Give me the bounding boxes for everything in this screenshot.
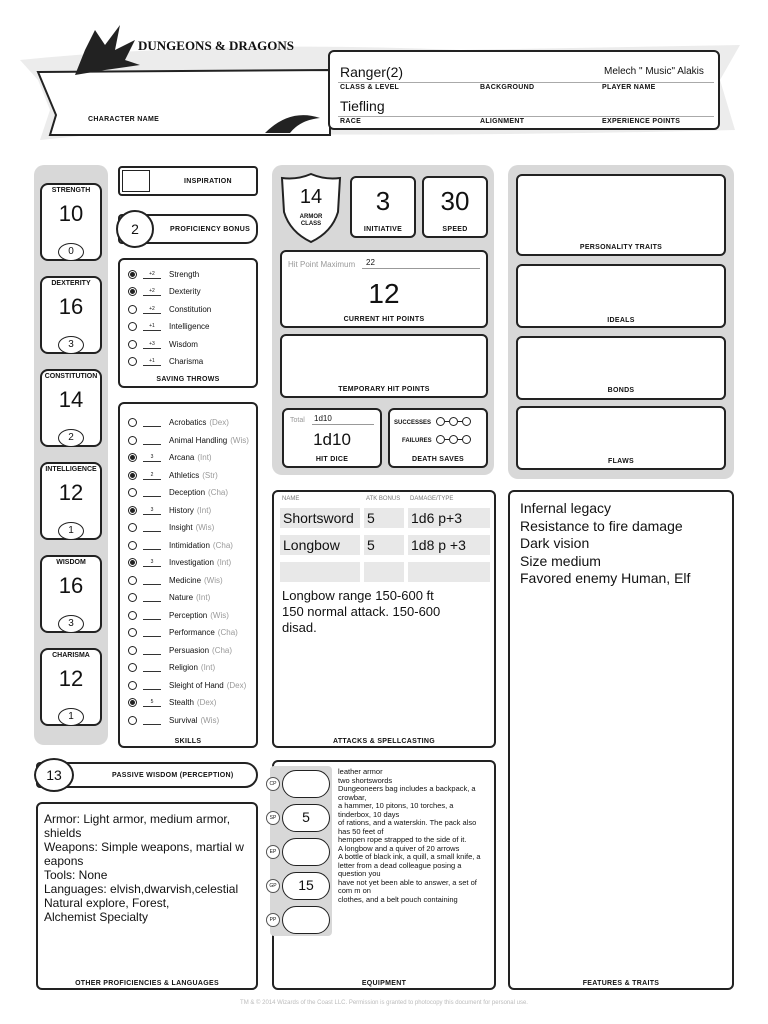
- skill-name: Athletics: [169, 470, 200, 480]
- passive-wisdom-label: PASSIVE WISDOM (PERCEPTION): [112, 772, 234, 779]
- skill-mod[interactable]: 3: [143, 506, 161, 515]
- saving-throw-mod[interactable]: +1: [143, 357, 161, 366]
- skill-ability: (Wis): [200, 715, 220, 725]
- ability-modifier[interactable]: 1: [58, 522, 84, 540]
- skill-row: [128, 589, 210, 606]
- ability-modifier[interactable]: 0: [58, 243, 84, 261]
- skill-mod[interactable]: [143, 488, 161, 497]
- personality-traits-box[interactable]: [516, 174, 726, 256]
- skill-ability: (Str): [202, 470, 218, 480]
- header: [20, 20, 750, 150]
- ability-modifier[interactable]: 3: [58, 336, 84, 354]
- bonds-label: BONDS: [607, 387, 635, 394]
- skill-name: Religion: [169, 663, 198, 672]
- skill-name: Investigation: [169, 558, 214, 567]
- coin-tag: PP: [266, 913, 280, 927]
- hit-dice-value[interactable]: 1d10: [313, 430, 351, 449]
- attack-damage[interactable]: 1d8 p +3: [408, 535, 490, 555]
- attack-name[interactable]: [280, 562, 360, 582]
- footer-copyright: TM & © 2014 Wizards of the Coast LLC. Permission is granted to photocopy this document for personal use.: [240, 1000, 528, 1006]
- saving-throw-row: [128, 336, 198, 353]
- hit-dice-box: [282, 408, 382, 468]
- skill-mod[interactable]: [143, 646, 161, 655]
- proficiencies-box: [36, 802, 258, 990]
- skill-row: [128, 607, 229, 624]
- skill-ability: (Dex): [196, 698, 217, 707]
- saving-throw-mod[interactable]: +3: [143, 340, 161, 349]
- failure-checkbox[interactable]: [462, 435, 471, 444]
- skill-name: Deception: [169, 488, 206, 497]
- race-label: RACE: [340, 118, 362, 125]
- ability-constitution: [40, 369, 102, 455]
- saving-throw-row: [128, 266, 199, 283]
- failure-checkboxes[interactable]: [436, 435, 480, 444]
- proficiencies-text[interactable]: Armor: Light armor, medium armor, shields Weapons: Simple weapons, martial w eapons Tools: None Languages: elvish,dwarvish,celestial Natural explore, Forest, Alchemist Specialty: [44, 812, 244, 924]
- hp-max-line: [362, 268, 480, 269]
- bonds-box[interactable]: [516, 336, 726, 400]
- skill-name: Stealth: [169, 698, 194, 707]
- skill-proficiency-checkbox[interactable]: [128, 611, 137, 620]
- attack-damage[interactable]: 1d6 p+3: [408, 508, 490, 528]
- skill-proficiency-checkbox[interactable]: [128, 698, 137, 707]
- ability-name: DEXTERITY: [51, 280, 91, 287]
- ability-name: CHARISMA: [52, 652, 90, 659]
- skill-mod[interactable]: 5: [143, 698, 161, 707]
- skill-proficiency-checkbox[interactable]: [128, 663, 137, 672]
- hp-max-value[interactable]: 22: [366, 258, 375, 267]
- attack-bonus[interactable]: 5: [364, 508, 404, 528]
- features-label: FEATURES & TRAITS: [582, 980, 660, 987]
- saving-throw-name: Strength: [169, 270, 200, 279]
- skill-ability: (Wis): [204, 575, 223, 585]
- skill-mod[interactable]: 2: [143, 471, 161, 480]
- failure-checkbox[interactable]: [449, 435, 458, 444]
- skill-mod[interactable]: [143, 681, 161, 690]
- attack-name[interactable]: Shortsword: [280, 508, 360, 528]
- skill-mod[interactable]: [143, 593, 161, 602]
- dragon-logo-icon: [65, 20, 145, 80]
- skill-mod[interactable]: [143, 418, 161, 427]
- skill-mod[interactable]: [143, 663, 161, 672]
- skill-ability: (Int): [196, 505, 212, 515]
- hit-dice-total-line: [312, 424, 374, 425]
- skill-proficiency-checkbox[interactable]: [128, 681, 137, 690]
- attacks-box: [272, 490, 496, 748]
- attack-damage[interactable]: [408, 562, 490, 582]
- skill-mod[interactable]: [143, 523, 161, 532]
- proficiency-checkbox[interactable]: [128, 322, 137, 331]
- skill-mod[interactable]: [143, 541, 161, 550]
- success-checkboxes[interactable]: [436, 417, 480, 426]
- skill-mod[interactable]: 3: [143, 558, 161, 567]
- saving-throws-box: [118, 258, 258, 388]
- hp-max-label: Hit Point Maximum: [288, 260, 356, 269]
- xp-label: EXPERIENCE POINTS: [602, 118, 681, 125]
- temp-hp-label: TEMPORARY HIT POINTS: [338, 386, 430, 393]
- speed-value[interactable]: 30: [440, 186, 470, 216]
- skill-proficiency-checkbox[interactable]: [128, 716, 137, 725]
- attack-bonus[interactable]: [364, 562, 404, 582]
- saving-throw-row: [128, 353, 203, 370]
- skill-row: [128, 624, 238, 641]
- flaws-box[interactable]: [516, 406, 726, 470]
- skill-row: [128, 712, 219, 729]
- speed-box: [422, 176, 488, 238]
- ability-score[interactable]: 12: [58, 480, 84, 505]
- attack-col-damage: DAMAGE/TYPE: [410, 496, 454, 502]
- skill-row: [128, 677, 246, 694]
- skill-row: [128, 694, 216, 711]
- skill-row: [128, 414, 229, 431]
- player-name-value[interactable]: Melech " Music" Alakis: [604, 66, 704, 77]
- success-checkbox[interactable]: [449, 417, 458, 426]
- proficiency-checkbox[interactable]: [128, 270, 137, 279]
- skill-ability: (Wis): [210, 610, 229, 620]
- ability-intelligence: [40, 462, 102, 548]
- race-value[interactable]: Tiefling: [340, 98, 385, 114]
- coin-pp-field[interactable]: [282, 906, 330, 934]
- equipment-label: EQUIPMENT: [361, 980, 407, 987]
- successes-label: SUCCESSES: [394, 420, 432, 426]
- saving-throw-row: [128, 283, 201, 300]
- initiative-value[interactable]: 3: [375, 186, 391, 216]
- death-saves-box: [388, 408, 488, 468]
- proficiency-bonus-label: PROFICIENCY BONUS: [170, 226, 251, 233]
- header-line-1: [338, 82, 714, 83]
- skill-proficiency-checkbox[interactable]: [128, 453, 137, 462]
- ability-strength: [40, 183, 102, 269]
- skill-proficiency-checkbox[interactable]: [128, 593, 137, 602]
- skill-row: [128, 449, 212, 466]
- ability-charisma: [40, 648, 102, 734]
- saving-throw-name: Charisma: [169, 357, 204, 366]
- skill-name: Medicine: [169, 575, 202, 585]
- ability-name: CONSTITUTION: [44, 373, 98, 380]
- saving-throw-name: Dexterity: [169, 287, 201, 297]
- skill-name: Insight: [169, 523, 193, 532]
- skill-name: Acrobatics: [169, 418, 207, 427]
- ability-score[interactable]: 16: [58, 573, 84, 598]
- logo-text: DUNGEONS & DRAGONS: [138, 38, 295, 53]
- skill-ability: (Dex): [209, 418, 229, 427]
- hit-dice-total-label: Total: [290, 417, 305, 424]
- coin-tag: EP: [266, 845, 280, 859]
- coin-cp-field[interactable]: [282, 770, 330, 798]
- coin-tag: SP: [266, 811, 280, 825]
- skill-name: Animal Handling: [169, 435, 228, 445]
- inspiration-field[interactable]: [122, 170, 150, 192]
- failure-checkbox[interactable]: [436, 435, 445, 444]
- skill-name: Sleight of Hand: [169, 680, 224, 690]
- skill-ability: (Int): [196, 593, 211, 602]
- skill-name: Nature: [169, 593, 194, 602]
- ability-modifier[interactable]: 2: [58, 429, 84, 447]
- skill-name: Perception: [169, 610, 208, 620]
- skill-proficiency-checkbox[interactable]: [128, 471, 137, 480]
- skill-ability: (Int): [200, 663, 216, 672]
- skill-name: Arcana: [169, 453, 195, 462]
- skill-ability: (Wis): [195, 523, 215, 532]
- speed-label: SPEED: [442, 226, 468, 233]
- header-line-2: [338, 116, 714, 117]
- armor-class-value[interactable]: 14: [299, 186, 323, 208]
- ideals-label: IDEALS: [607, 317, 635, 324]
- inspiration-label: INSPIRATION: [184, 178, 232, 185]
- coin-tag: CP: [266, 777, 280, 791]
- skill-mod[interactable]: [143, 628, 161, 637]
- proficiencies-label: OTHER PROFICIENCIES & LANGUAGES: [75, 980, 219, 987]
- temp-hp-box: [280, 334, 488, 398]
- saving-throw-mod[interactable]: +2: [143, 287, 161, 296]
- proficiency-bonus-value[interactable]: 2: [116, 210, 154, 248]
- skill-mod[interactable]: 3: [143, 453, 161, 462]
- skill-ability: (Dex): [226, 680, 247, 690]
- attack-col-name: NAME: [282, 496, 300, 502]
- saving-throw-row: [128, 318, 209, 335]
- skill-mod[interactable]: [143, 576, 161, 585]
- attacks-label: ATTACKS & SPELLCASTING: [332, 738, 435, 745]
- player-name-label: PLAYER NAME: [602, 84, 656, 91]
- skill-name: Performance: [169, 628, 215, 637]
- attack-name[interactable]: Longbow: [280, 535, 360, 555]
- skill-name: Survival: [169, 715, 198, 725]
- skill-ability: (Int): [216, 558, 232, 567]
- hit-dice-label: HIT DICE: [315, 456, 349, 463]
- ability-score[interactable]: 10: [58, 201, 84, 226]
- current-hp-value[interactable]: 12: [368, 278, 400, 309]
- skill-row: [128, 572, 223, 589]
- proficiency-checkbox[interactable]: [128, 340, 137, 349]
- skill-row: [128, 642, 232, 659]
- skill-row: [128, 467, 218, 484]
- skill-mod[interactable]: [143, 611, 161, 620]
- ability-score[interactable]: 12: [58, 666, 84, 691]
- class-level-value[interactable]: Ranger(2): [340, 64, 404, 80]
- ability-name: WISDOM: [56, 559, 86, 566]
- skill-row: [128, 484, 228, 501]
- ability-score[interactable]: 16: [58, 294, 84, 319]
- skill-name: Intimidation: [169, 540, 210, 550]
- skill-mod[interactable]: [143, 436, 161, 445]
- ability-wisdom: [40, 555, 102, 641]
- inspiration-box: [118, 166, 258, 196]
- initiative-box: [350, 176, 416, 238]
- proficiency-checkbox[interactable]: [128, 287, 137, 296]
- skill-row: [128, 537, 233, 554]
- skill-ability: (Int): [197, 453, 212, 462]
- skill-row: [128, 554, 231, 571]
- features-box: [508, 490, 734, 990]
- character-name-label: CHARACTER NAME: [88, 116, 160, 123]
- initiative-label: INITIATIVE: [363, 226, 403, 233]
- skill-row: [128, 519, 214, 536]
- current-hp-label: CURRENT HIT POINTS: [343, 316, 425, 323]
- skill-name: Persuasion: [169, 645, 210, 655]
- success-checkbox[interactable]: [436, 417, 445, 426]
- skill-mod[interactable]: [143, 716, 161, 725]
- skill-proficiency-checkbox[interactable]: [128, 628, 137, 637]
- saving-throws-label: SAVING THROWS: [156, 376, 220, 383]
- success-checkbox[interactable]: [462, 417, 471, 426]
- passive-wisdom-value[interactable]: 13: [34, 758, 74, 792]
- skill-proficiency-checkbox[interactable]: [128, 576, 137, 585]
- skills-box: [118, 402, 258, 748]
- attack-col-bonus: ATK BONUS: [366, 496, 401, 502]
- saving-throw-mod[interactable]: +2: [143, 270, 161, 279]
- skill-proficiency-checkbox[interactable]: [128, 523, 137, 532]
- saving-throw-mod[interactable]: +1: [143, 322, 161, 331]
- ability-modifier[interactable]: 1: [58, 708, 84, 726]
- ability-modifier[interactable]: 3: [58, 615, 84, 633]
- coin-tag: GP: [266, 879, 280, 893]
- saving-throw-name: Constitution: [169, 304, 212, 314]
- equipment-text[interactable]: leather armor two shortswords Dungeoneers bag includes a backpack, a crowbar, a hammer, 10 pitons, 10 torches, a tinderbox, 10 days of rations, and a waterskin. The pack also has 50 feet of hempen rope strapped to the side of it. A longbow and a quiver of 20 arrows A bottle of black ink, a quill, a small knife, a letter from a dead colleague posing a question you have not yet been able to answer, a set of com m on clothes, and a belt pouch containing: [338, 767, 481, 904]
- ability-dexterity: [40, 276, 102, 362]
- skill-proficiency-checkbox[interactable]: [128, 418, 137, 427]
- ideals-box[interactable]: [516, 264, 726, 328]
- alignment-label: ALIGNMENT: [480, 118, 525, 125]
- skill-proficiency-checkbox[interactable]: [128, 646, 137, 655]
- skill-ability: (Cha): [217, 628, 238, 637]
- class-level-label: CLASS & LEVEL: [340, 84, 400, 91]
- skill-proficiency-checkbox[interactable]: [128, 436, 137, 445]
- personality-traits-label: PERSONALITY TRAITS: [579, 244, 663, 251]
- skill-name: History: [169, 505, 194, 515]
- skill-row: [128, 432, 249, 449]
- proficiency-checkbox[interactable]: [128, 357, 137, 366]
- saving-throw-name: Intelligence: [169, 322, 210, 332]
- saving-throw-row: [128, 301, 211, 318]
- skill-proficiency-checkbox[interactable]: [128, 558, 137, 567]
- skill-proficiency-checkbox[interactable]: [128, 541, 137, 550]
- skill-ability: (Cha): [208, 488, 229, 497]
- skill-ability: (Cha): [212, 540, 233, 550]
- coin-ep-field[interactable]: [282, 838, 330, 866]
- coin-sp-field[interactable]: 5: [282, 804, 330, 832]
- skill-ability: (Cha): [212, 645, 233, 655]
- ability-name: STRENGTH: [51, 187, 91, 194]
- skill-proficiency-checkbox[interactable]: [128, 506, 137, 515]
- proficiency-checkbox[interactable]: [128, 305, 137, 314]
- attack-bonus[interactable]: 5: [364, 535, 404, 555]
- ability-score[interactable]: 14: [58, 387, 84, 412]
- current-hp-box: [280, 250, 488, 328]
- skills-label: SKILLS: [174, 738, 202, 745]
- skill-ability: (Wis): [230, 435, 249, 445]
- ability-name: INTELLIGENCE: [45, 466, 97, 473]
- attack-notes[interactable]: Longbow range 150-600 ft 150 normal attack. 150-600 disad.: [282, 588, 441, 635]
- saving-throw-name: Wisdom: [169, 339, 198, 349]
- features-text[interactable]: Infernal legacy Resistance to fire damage Dark vision Size medium Favored enemy Human, Elf: [520, 500, 691, 586]
- skill-row: [128, 502, 211, 519]
- skill-proficiency-checkbox[interactable]: [128, 488, 137, 497]
- failures-label: FAILURES: [402, 438, 432, 444]
- skill-row: [128, 659, 215, 676]
- saving-throw-mod[interactable]: +2: [143, 305, 161, 314]
- coin-gp-field[interactable]: 15: [282, 872, 330, 900]
- background-label: BACKGROUND: [480, 84, 535, 91]
- armor-class-label: ARMOR CLASS: [299, 214, 323, 227]
- hit-dice-total-value[interactable]: 1d10: [314, 414, 332, 423]
- death-saves-label: DEATH SAVES: [411, 456, 465, 463]
- flaws-label: FLAWS: [608, 458, 634, 465]
